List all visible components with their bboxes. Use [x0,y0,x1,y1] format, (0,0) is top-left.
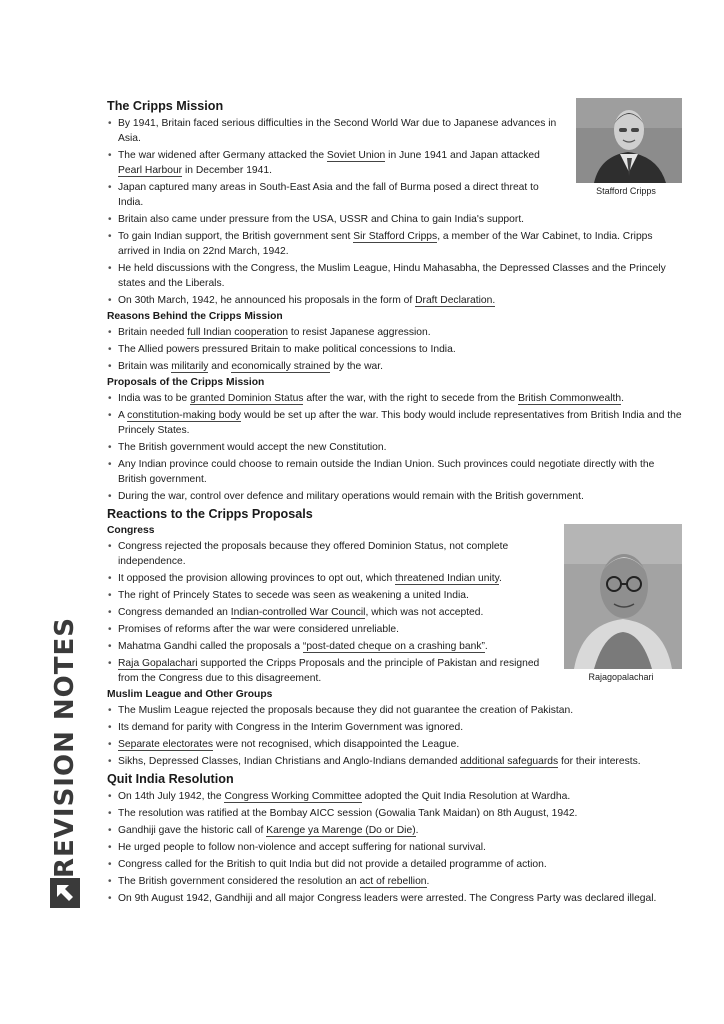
bullet-item [107,325,682,340]
bullet-text: He held discussions with the Congress, the Muslim League, Hindu Mahasabha, the Depressed Classes and the Princely states and the Liberals. [118,263,666,289]
bullet-item [107,116,682,146]
arrow-up-left-icon [50,878,80,908]
bullet-text: Japan captured many areas in South-East Asia and the fall of Burma posed a direct threat to India. [118,182,539,208]
bullet-item [107,605,682,620]
bullet-item [107,212,682,227]
bullet-text: , a member of the War Cabinet, to India. Cripps arrived in India on 22nd March, 1942. [118,231,653,257]
bullet-item [107,489,682,504]
bullet-text: Congress demanded an [118,607,231,618]
key-term: Soviet Union [326,150,386,161]
bullet-text: On 9th August 1942, Gandhiji and all major Congress leaders were arrested. The Congress Party was declared illegal. [118,893,657,904]
bullet-item [107,789,682,804]
section-title-reactions: Reactions to the Cripps Proposals [107,507,313,521]
bullet-text: The war widened after Germany attacked the [118,150,327,161]
cripps-bullet-list [107,116,682,308]
subsection-title-congress: Congress [107,525,155,536]
bullet-text: By 1941, Britain faced serious difficulties in the Second World War due to Japanese advances in Asia. [118,118,557,144]
bullet-text: in June 1941 and Japan attacked [385,150,540,161]
proposals-bullet-list [107,391,682,504]
bullet-text: Its demand for parity with Congress in the Interim Government was ignored. [118,722,464,733]
bullet-text: Congress rejected the proposals because they offered Dominion Status, not complete independence. [118,541,509,567]
section-title-proposals: Proposals of the Cripps Mission [107,377,265,388]
section-title-quit-india: Quit India Resolution [107,772,234,786]
bullet-item [107,588,682,603]
bullet-item [107,261,682,291]
key-term: Sir Stafford Cripps [353,231,438,242]
bullet-text: Britain needed [118,327,188,338]
bullet-item [107,342,682,357]
bullet-item [107,539,682,569]
bullet-text: The Allied powers pressured Britain to make political concessions to India. [118,344,456,355]
key-term: Draft Declaration. [415,295,496,306]
bullet-text: The British government considered the resolution an [118,876,360,887]
bullet-text: To gain Indian support, the British government sent [118,231,354,242]
rajagopalachari-caption: Rajagopalachari [588,672,654,682]
key-term: Indian-controlled War Council [230,607,366,618]
bullet-text: Any Indian province could choose to remain outside the Indian Union. Such provinces could negotiate directly with the British government. [118,459,655,485]
key-term: “post-dated cheque on a crashing bank” [302,641,485,652]
bullet-text: Britain was [118,361,172,372]
revision-notes-label: REVISION NOTES [50,617,80,878]
bullet-text: Promises of reforms after the war were considered unreliable. [118,624,399,635]
key-term: Pearl Harbour [118,165,183,176]
bullet-item [107,359,682,374]
key-term: full Indian cooperation [187,327,289,338]
bullet-item [107,656,682,686]
bullet-text: . [499,573,502,584]
bullet-item [107,639,682,654]
bullet-text: were not recognised, which disappointed the League. [213,739,460,750]
bullet-item [107,806,682,821]
bullet-item [107,874,682,889]
bullet-text: A [118,410,128,421]
subsection-title-muslim-league: Muslim League and Other Groups [107,689,273,700]
key-term: additional safeguards [460,756,559,767]
key-term: British Commonwealth [518,393,622,404]
bullet-item [107,737,682,752]
bullet-item [107,229,682,259]
bullet-text: to resist Japanese aggression. [288,327,431,338]
bullet-text: During the war, control over defence and military operations would remain with the British government. [118,491,584,502]
bullet-text: and [208,361,232,372]
key-term: act of rebellion [359,876,427,887]
bullet-item [107,703,682,718]
bullet-item [107,440,682,455]
bullet-item [107,180,682,210]
bullet-text: The Muslim League rejected the proposals because they did not guarantee the creation of Pakistan. [118,705,574,716]
key-term: economically strained [231,361,331,372]
bullet-item [107,754,682,769]
bullet-text: adopted the Quit India Resolution at Wardha. [361,791,571,802]
bullet-text: Gandhiji gave the historic call of [118,825,267,836]
section-title-reasons: Reasons Behind the Cripps Mission [107,311,283,322]
bullet-text: Sikhs, Depressed Classes, Indian Christians and Anglo-Indians demanded [118,756,461,767]
bullet-text: , which was not accepted. [365,607,484,618]
bullet-text: . [621,393,624,404]
bullet-text: . [426,876,430,887]
bullet-text: by the war. [330,361,383,372]
bullet-text: The British government would accept the new Constitution. [118,442,387,453]
key-term: threatened Indian unity [395,573,500,584]
quit-india-bullet-list [107,789,682,906]
bullet-item [107,148,682,178]
bullet-text: after the war, with the right to secede from the [303,393,519,404]
bullet-text: Mahatma Gandhi called the proposals a [118,641,303,652]
page-content [107,98,682,908]
bullet-item [107,391,682,406]
key-term: Congress Working Committee [224,791,362,802]
bullet-item [107,457,682,487]
bullet-text: Congress called for the British to quit India but did not provide a detailed programme of action. [118,859,547,870]
key-term: Karenge ya Marenge (Do or Die) [266,825,416,836]
bullet-item [107,408,682,438]
bullet-text: in December 1941. [182,165,272,176]
bullet-text: The resolution was ratified at the Bombay AICC session (Gowalia Tank Maidan) on 8th August, 1942. [118,808,578,819]
bullet-text: On 14th July 1942, the [118,791,225,802]
bullet-item [107,823,682,838]
revision-notes-banner [48,617,82,910]
stafford-cripps-caption: Stafford Cripps [596,186,656,196]
congress-bullet-list [107,539,682,686]
key-term: constitution-making body [127,410,242,421]
key-term: Separate electorates [118,739,214,750]
bullet-item [107,840,682,855]
key-term: granted Dominion Status [190,393,304,404]
bullet-item [107,857,682,872]
bullet-text: for their interests. [558,756,641,767]
key-term: militarily [171,361,209,372]
bullet-item [107,571,682,586]
bullet-text: . [484,641,488,652]
bullet-text: It opposed the provision allowing provinces to opt out, which [118,573,396,584]
section-title-cripps-mission: The Cripps Mission [107,99,224,113]
bullet-item [107,720,682,735]
bullet-text: Britain also came under pressure from the USA, USSR and China to gain India's support. [118,214,525,225]
bullet-text: He urged people to follow non-violence and accept suffering for national survival. [118,842,486,853]
bullet-text: On 30th March, 1942, he announced his proposals in the form of [118,295,416,306]
bullet-text: supported the Cripps Proposals and the principle of Pakistan and resigned from the Congress due to this disagreement. [118,658,540,684]
bullet-item [107,622,682,637]
key-term: Raja Gopalachari [118,658,198,669]
reasons-bullet-list [107,325,682,374]
bullet-text: would be set up after the war. This body would include representatives from British India and the Princely States. [118,410,682,436]
bullet-item [107,293,682,308]
bullet-text: The right of Princely States to secede was seen as weakening a united India. [118,590,469,601]
bullet-item [107,891,682,906]
bullet-text: . [415,825,419,836]
bullet-text: India was to be [118,393,191,404]
league-bullet-list [107,703,682,769]
